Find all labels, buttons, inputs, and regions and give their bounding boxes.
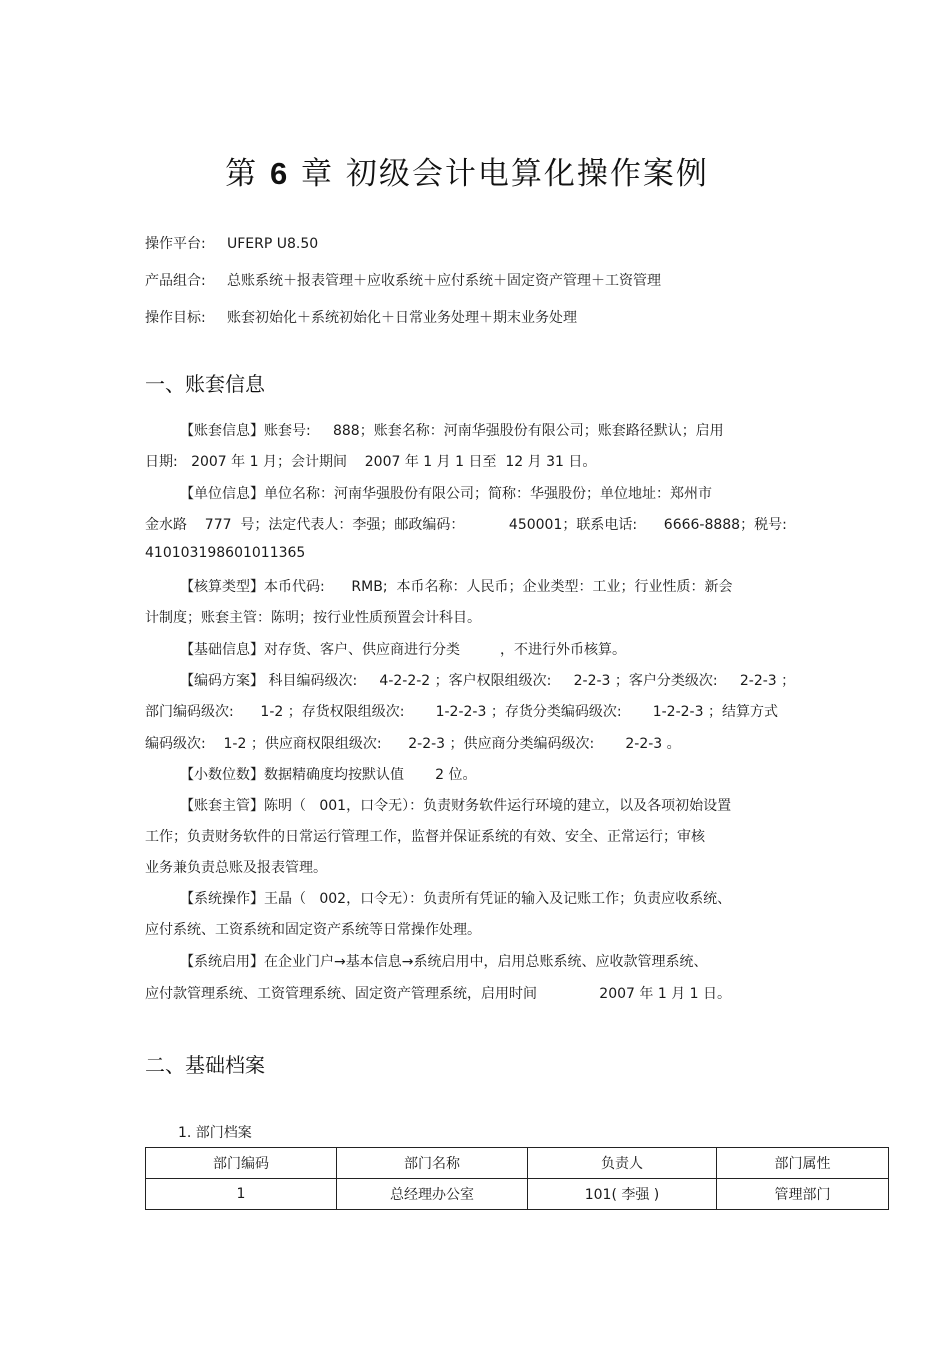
meta-value: 总账系统＋报表管理＋应收系统＋应付系统＋固定资产管理＋工资管理 [227, 273, 661, 289]
paragraph-line: 【账套主管】陈明（ 001，口令无）：负责财务软件运行环境的建立，以及各项初始设置 [180, 798, 732, 814]
meta-value: UFERP U8.50 [227, 236, 319, 252]
column-header: 部门编码 [146, 1148, 337, 1179]
section-heading-basic-archives: 二、基础档案 [145, 1053, 265, 1077]
paragraph-line: 应付款管理系统、工资管理系统、固定资产管理系统，启用时间 2007 年 1 月 1 日。 [145, 986, 731, 1002]
meta-key: 操作目标: [145, 310, 206, 326]
table-cell: 总经理办公室 [337, 1179, 528, 1210]
subsection-department: 1. 部门档案 [178, 1125, 252, 1141]
paragraph-line: 日期: 2007 年 1 月；会计期间 2007 年 1 月 1 日至 12 月 31 日。 [145, 454, 597, 470]
paragraph-line: 部门编码级次: 1-2 ；存货权限组级次: 1-2-2-3 ；存货分类编码级次: 1-2-2-3 ；结算方式 [145, 704, 778, 720]
table-cell: 1 [146, 1179, 337, 1210]
chapter-title [0, 148, 934, 193]
table-header-row [146, 1148, 889, 1179]
column-header: 部门属性 [717, 1148, 889, 1179]
paragraph-line: 【系统启用】在企业门户→基本信息→系统启用中，启用总账系统、应收款管理系统、 [180, 954, 708, 970]
title-prefix: 第 [225, 156, 259, 192]
meta-key: 操作平台: [145, 236, 206, 252]
meta-products [145, 270, 661, 290]
paragraph-line: 【系统操作】王晶（ 002，口令无）：负责所有凭证的输入及记账工作；负责应收系统、 [180, 891, 732, 907]
paragraph-line: 计制度；账套主管：陈明；按行业性质预置会计科目。 [145, 610, 481, 626]
chapter-number: 6 [269, 156, 290, 191]
table-cell: 101( 李强 ) [528, 1179, 717, 1210]
paragraph-line: 业务兼负责总账及报表管理。 [145, 860, 327, 876]
meta-goals [145, 307, 577, 327]
paragraph-line: 金水路 777 号；法定代表人：李强；邮政编码： 450001；联系电话: 6666-8888；税号: [145, 517, 787, 533]
table-cell: 管理部门 [717, 1179, 889, 1210]
paragraph-line: 应付系统、工资系统和固定资产系统等日常操作处理。 [145, 922, 481, 938]
paragraph-line: 【单位信息】单位名称：河南华强股份有限公司；简称：华强股份；单位地址：郑州市 [180, 486, 712, 502]
column-header: 部门名称 [337, 1148, 528, 1179]
paragraph-line: 410103198601011365 [145, 545, 306, 561]
paragraph-line: 编码级次: 1-2 ；供应商权限组级次: 2-2-3 ；供应商分类编码级次: 2-2-3 。 [145, 736, 681, 752]
title-text: 章 初级会计电算化操作案例 [301, 156, 709, 192]
section-heading-account: 一、账套信息 [145, 372, 265, 396]
meta-value: 账套初始化＋系统初始化＋日常业务处理＋期末业务处理 [227, 310, 577, 326]
column-header: 负责人 [528, 1148, 717, 1179]
meta-key: 产品组合: [145, 273, 206, 289]
table-row [146, 1179, 889, 1210]
department-table [145, 1147, 889, 1210]
paragraph-line: 【编码方案】 科目编码级次: 4-2-2-2 ；客户权限组级次: 2-2-3 ；客户分类级次: 2-2-3 ； [180, 673, 796, 689]
paragraph-line: 【账套信息】账套号: 888；账套名称：河南华强股份有限公司；账套路径默认；启用 [180, 423, 724, 439]
paragraph-line: 【基础信息】对存货、客户、供应商进行分类 ，不进行外币核算。 [180, 642, 627, 658]
paragraph-line: 【核算类型】本币代码: RMB; 本币名称：人民币；企业类型：工业；行业性质：新会 [180, 579, 733, 595]
paragraph-line: 【小数位数】数据精确度均按默认值 2 位。 [180, 767, 477, 783]
meta-platform [145, 233, 318, 253]
paragraph-line: 工作；负责财务软件的日常运行管理工作，监督并保证系统的有效、安全、正常运行；审核 [145, 829, 705, 845]
